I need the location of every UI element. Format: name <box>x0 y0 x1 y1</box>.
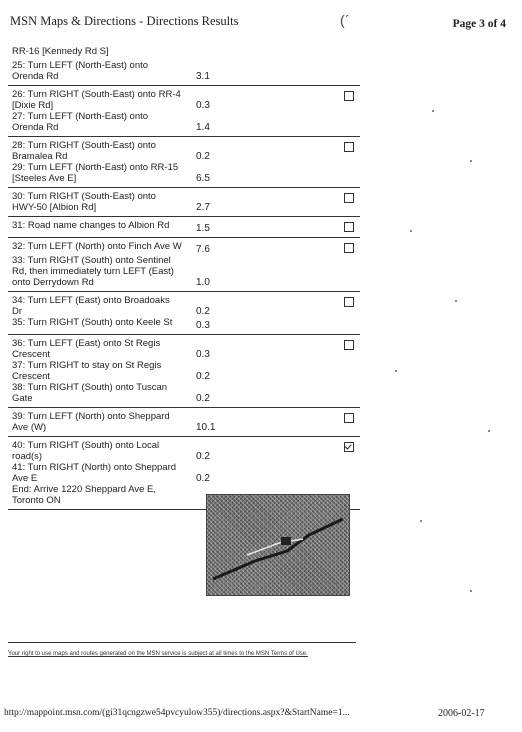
direction-step <box>8 411 360 433</box>
direction-step <box>8 89 360 111</box>
direction-distance: 0.2 <box>196 151 210 162</box>
direction-group <box>8 408 360 437</box>
direction-distance: 1.0 <box>196 277 210 288</box>
direction-distance: 10.1 <box>196 422 216 433</box>
direction-step <box>8 191 360 213</box>
direction-group <box>8 137 360 188</box>
scan-speck <box>432 110 434 112</box>
direction-text: 37: Turn RIGHT to stay on St Regis Crescent <box>12 360 162 382</box>
step-checkbox[interactable] <box>344 413 354 423</box>
direction-text: 39: Turn LEFT (North) onto Sheppard Ave (W) <box>12 411 170 433</box>
direction-distance: 0.2 <box>196 451 210 462</box>
direction-text: 28: Turn RIGHT (South-East) onto Bramalea Rd <box>12 140 156 162</box>
direction-step <box>8 338 360 360</box>
direction-distance: 0.2 <box>196 473 210 484</box>
direction-distance: 0.3 <box>196 100 210 111</box>
direction-distance: 1.5 <box>196 223 210 234</box>
direction-text: 25: Turn LEFT (North-East) onto Orenda Rd <box>12 60 149 82</box>
page-header <box>6 14 516 36</box>
direction-group <box>8 335 360 408</box>
direction-distance: 0.3 <box>196 349 210 360</box>
direction-step <box>8 46 360 60</box>
scan-speck <box>455 300 457 302</box>
direction-step <box>8 295 360 317</box>
direction-step <box>8 440 360 462</box>
direction-text: 36: Turn LEFT (East) onto St Regis Crescent <box>12 338 161 360</box>
scan-speck <box>410 230 412 232</box>
direction-step <box>8 462 360 484</box>
direction-distance: 6.5 <box>196 173 210 184</box>
direction-step <box>8 220 360 234</box>
direction-step <box>8 162 360 184</box>
step-checkbox[interactable] <box>344 297 354 307</box>
direction-text: 30: Turn RIGHT (South-East) onto HWY-50 [Albion Rd] <box>12 191 156 213</box>
direction-text: 34: Turn LEFT (East) onto Broadoaks Dr <box>12 295 170 317</box>
step-checkbox[interactable] <box>344 91 354 101</box>
footer-divider <box>8 642 356 643</box>
step-checkbox[interactable] <box>344 243 354 253</box>
direction-text: RR-16 [Kennedy Rd S] <box>12 46 109 57</box>
direction-group <box>8 238 360 292</box>
direction-distance: 2.7 <box>196 202 210 213</box>
scan-speck <box>420 520 422 522</box>
scan-speck <box>395 370 397 372</box>
direction-step <box>8 255 360 288</box>
directions-list <box>8 46 360 510</box>
direction-step <box>8 317 360 331</box>
direction-distance: 0.2 <box>196 306 210 317</box>
direction-text: 38: Turn RIGHT (South) onto Tuscan Gate <box>12 382 168 404</box>
direction-text: 40: Turn RIGHT (South) onto Local road(s) <box>12 440 160 462</box>
step-checkbox[interactable] <box>344 222 354 232</box>
direction-group <box>8 188 360 217</box>
page-url: http://mappoint.msn.com/(gi31qcngzwe54pvcyulow355)/directions.aspx?&StartName=1... <box>4 708 350 718</box>
map-route-icon <box>207 495 349 595</box>
direction-distance: 0.2 <box>196 393 210 404</box>
direction-step <box>8 111 360 133</box>
direction-distance: 0.2 <box>196 371 210 382</box>
direction-text: 41: Turn RIGHT (North) onto Sheppard Ave E <box>12 462 177 484</box>
direction-group <box>8 86 360 137</box>
direction-text: 33: Turn RIGHT (South) onto Sentinel Rd, then immediately turn LEFT (East) onto Derrydown Rd <box>12 255 174 288</box>
route-map-thumbnail[interactable] <box>206 494 350 596</box>
direction-step <box>8 241 360 255</box>
direction-step <box>8 382 360 404</box>
direction-text: 32: Turn LEFT (North) onto Finch Ave W <box>12 241 182 252</box>
direction-distance: 0.3 <box>196 320 210 331</box>
direction-group <box>8 46 360 86</box>
step-checkbox[interactable] <box>344 340 354 350</box>
direction-text: 31: Road name changes to Albion Rd <box>12 220 170 231</box>
scan-speck <box>470 160 472 162</box>
direction-distance: 7.6 <box>196 244 210 255</box>
direction-text: 29: Turn LEFT (North-East) onto RR-15 [Steeles Ave E] <box>12 162 179 184</box>
direction-group <box>8 217 360 238</box>
scan-speck <box>470 590 472 592</box>
direction-step <box>8 360 360 382</box>
direction-text: 26: Turn RIGHT (South-East) onto RR-4 [Dixie Rd] <box>12 89 181 111</box>
step-checkbox[interactable] <box>344 193 354 203</box>
terms-link[interactable]: Your right to use maps and routes generated on the MSN service is subject at all times to the MSN Terms of Use. <box>8 651 308 657</box>
direction-step <box>8 60 360 82</box>
direction-distance: 1.4 <box>196 122 210 133</box>
direction-step <box>8 140 360 162</box>
print-date: 2006-02-17 <box>438 708 485 719</box>
scan-mark-icon: (ˊ <box>340 12 350 28</box>
direction-text: End: Arrive 1220 Sheppard Ave E, Toronto ON <box>12 484 157 506</box>
direction-distance: 3.1 <box>196 71 210 82</box>
page-number: Page 3 of 4 <box>452 18 506 30</box>
step-checkbox[interactable] <box>344 142 354 152</box>
direction-group <box>8 292 360 335</box>
scan-speck <box>488 430 490 432</box>
step-checkbox-checked[interactable] <box>344 442 354 452</box>
page-title: MSN Maps & Directions - Directions Results <box>10 14 239 28</box>
direction-text: 35: Turn RIGHT (South) onto Keele St <box>12 317 173 328</box>
direction-text: 27: Turn LEFT (North-East) onto Orenda Rd <box>12 111 149 133</box>
